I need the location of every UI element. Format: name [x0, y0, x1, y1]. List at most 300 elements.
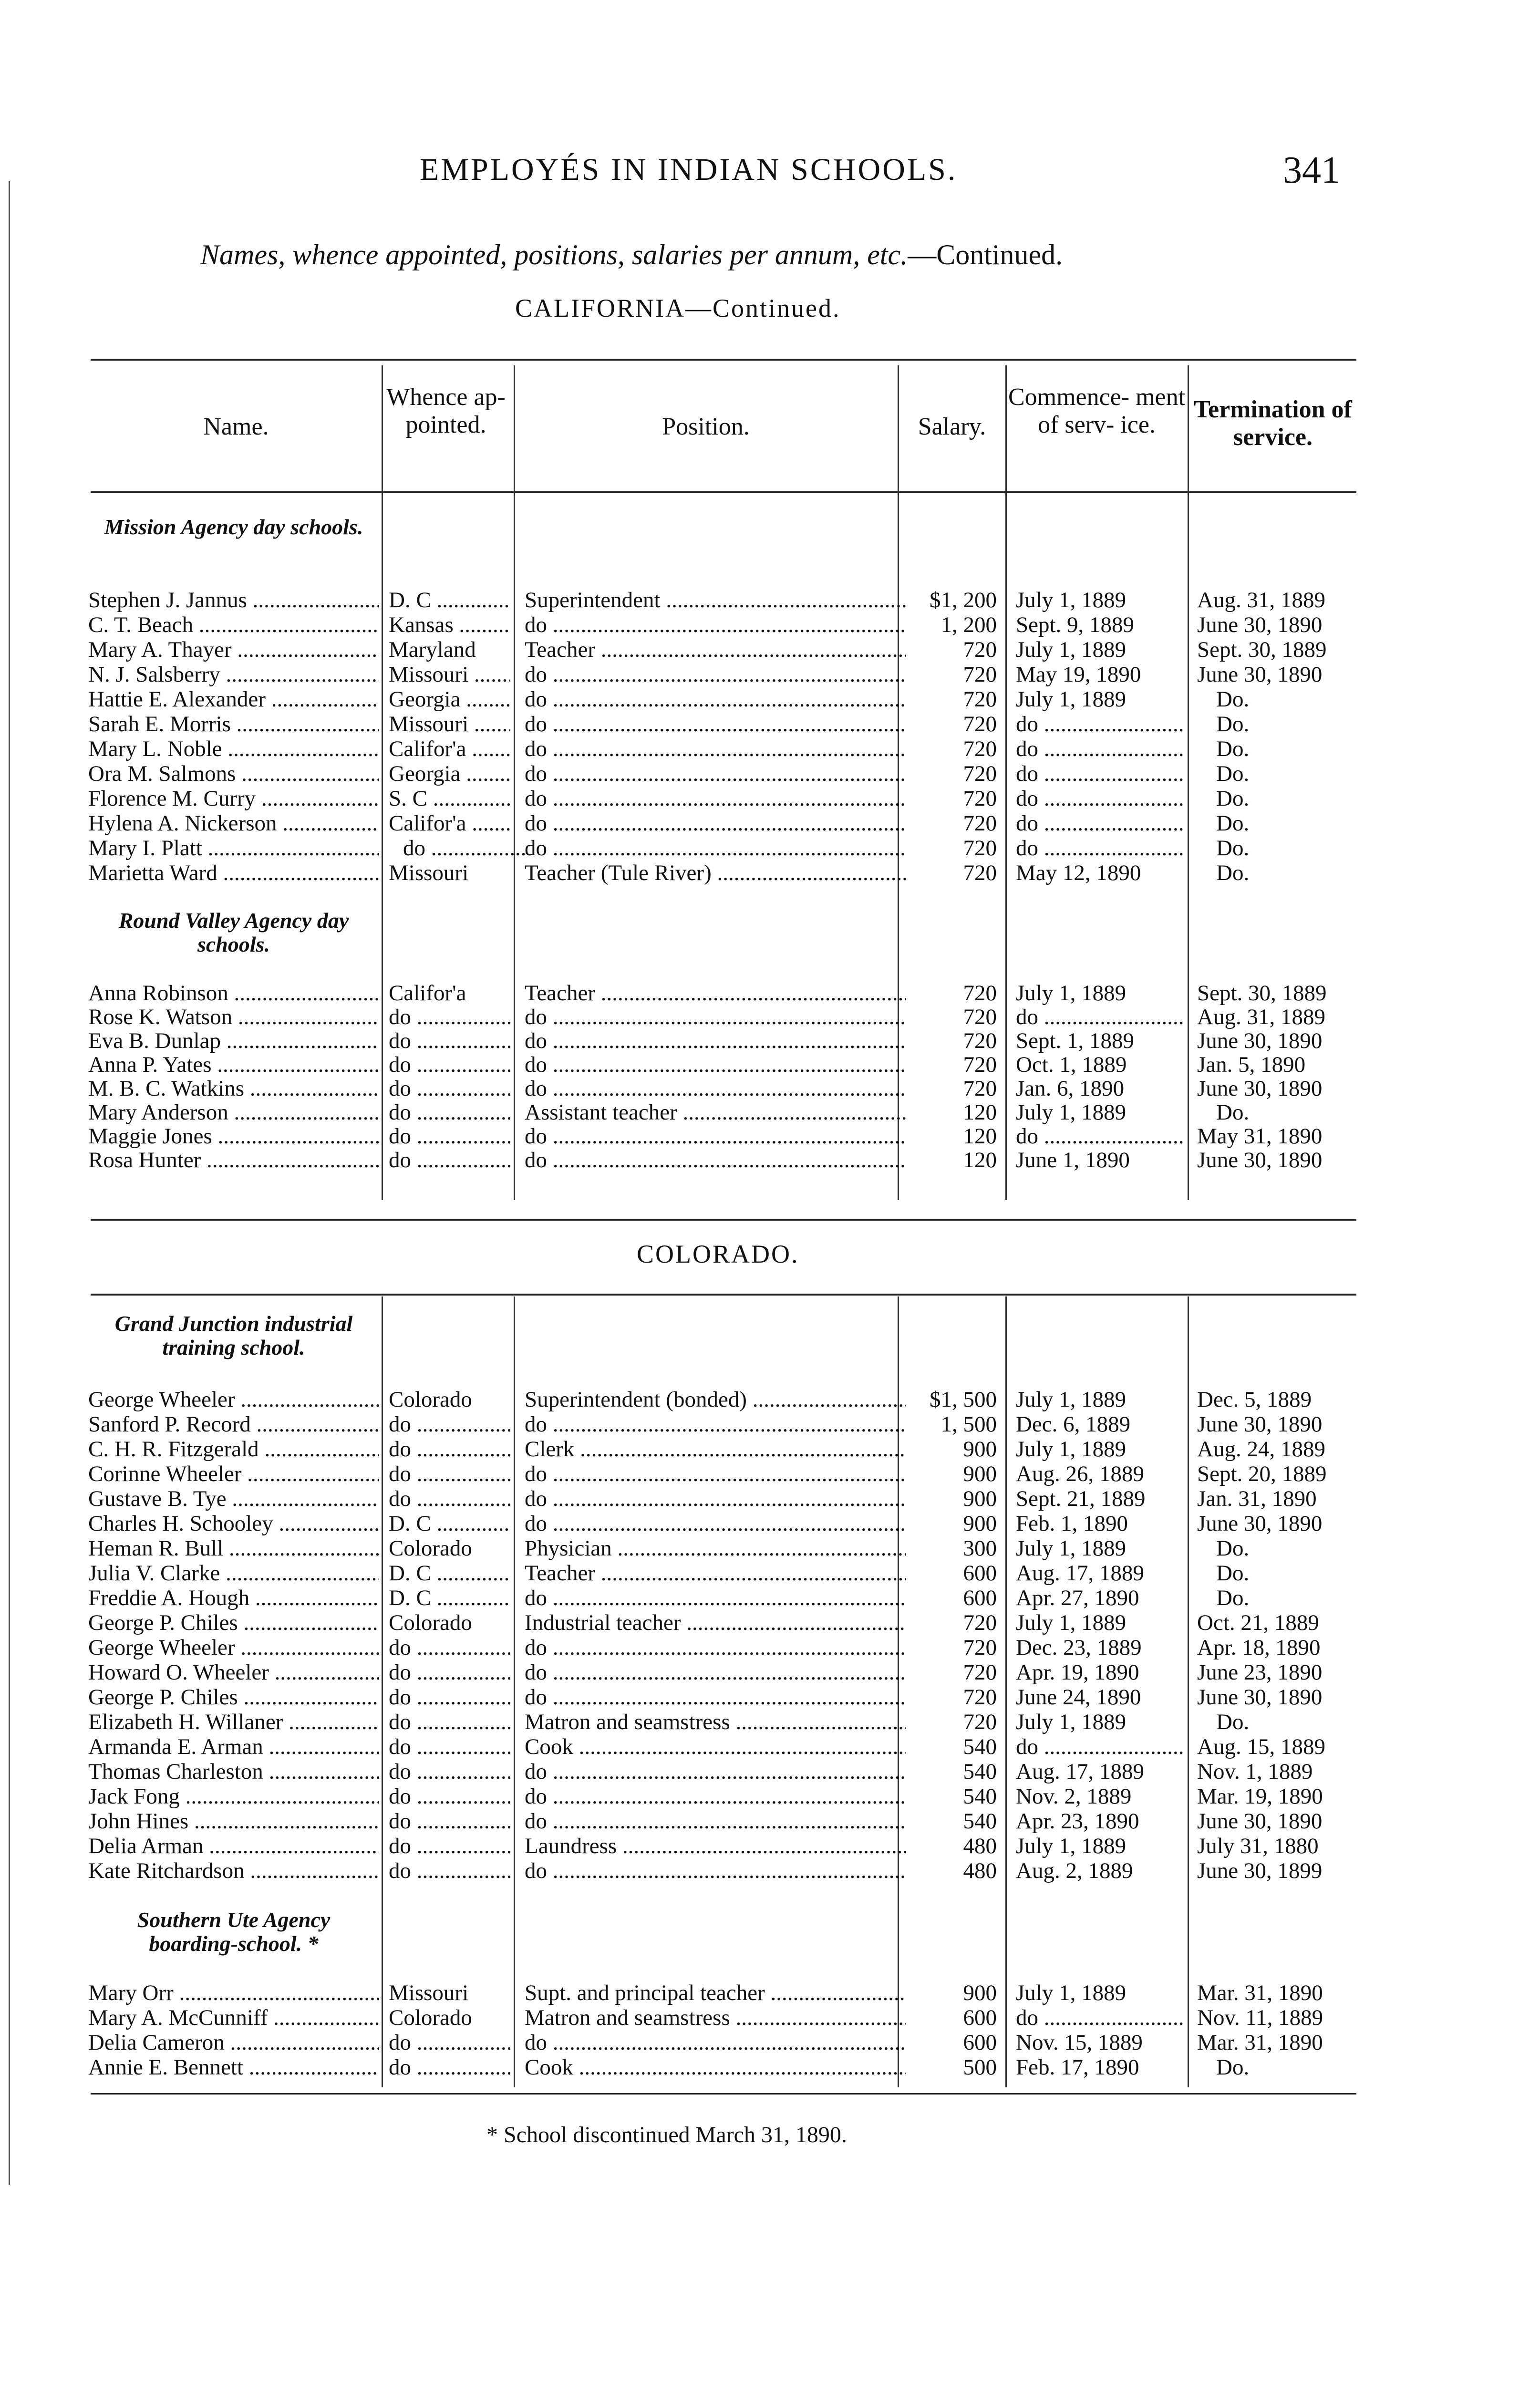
- cell-commencement: do .....: [1016, 786, 1183, 811]
- cell-position: do .....: [525, 1685, 906, 1710]
- cell-commencement: Dec. 23, 1889: [1016, 1635, 1142, 1660]
- table-row: [0, 1387, 1540, 1412]
- cell-termination: Do.: [1216, 861, 1250, 885]
- cell-position: do .....: [525, 736, 906, 761]
- column-header-position: Position.: [662, 413, 750, 440]
- cell-commencement: July 1, 1889: [1016, 687, 1127, 712]
- cell-whence-appointed: D. C .....: [389, 1561, 510, 1586]
- cell-termination: Jan. 5, 1890: [1197, 1052, 1306, 1077]
- cell-termination: Nov. 1, 1889: [1197, 1759, 1313, 1784]
- cell-commencement: do .....: [1016, 736, 1183, 761]
- cell-whence-appointed: do .....: [389, 1710, 510, 1734]
- cell-salary: 120: [963, 1124, 997, 1149]
- cell-name: Mary A. Thayer .....: [88, 637, 379, 662]
- cell-salary: 720: [963, 1635, 997, 1660]
- cell-salary: 900: [963, 1511, 997, 1536]
- cell-salary: 720: [963, 712, 997, 736]
- cell-whence-appointed: Califor'a: [389, 981, 466, 1006]
- cell-whence-appointed: do .....: [389, 1076, 510, 1101]
- cell-termination: June 30, 1890: [1197, 1412, 1323, 1437]
- cell-commencement: July 1, 1889: [1016, 1981, 1127, 2005]
- table-row: [0, 1834, 1540, 1858]
- cell-termination: Sept. 20, 1889: [1197, 1462, 1327, 1486]
- cell-position: do .....: [525, 1028, 906, 1053]
- cell-position: do .....: [525, 687, 906, 712]
- table-row: [0, 612, 1540, 637]
- cell-whence-appointed: Califor'a .....: [389, 811, 510, 836]
- cell-termination: Jan. 31, 1890: [1197, 1486, 1317, 1511]
- cell-name: Armanda E. Arman .....: [88, 1734, 379, 1759]
- cell-commencement: Aug. 26, 1889: [1016, 1462, 1144, 1486]
- cell-salary: 900: [963, 1486, 997, 1511]
- cell-commencement: Nov. 2, 1889: [1016, 1784, 1132, 1809]
- cell-termination: Sept. 30, 1889: [1197, 637, 1327, 662]
- cell-name: Mary A. McCunniff .....: [88, 2005, 379, 2030]
- cell-whence-appointed: do .....: [389, 1834, 510, 1858]
- table-row: [0, 1784, 1540, 1809]
- cell-position: do .....: [525, 1660, 906, 1685]
- cell-position: do .....: [525, 2030, 906, 2055]
- column-header-salary: Salary.: [918, 413, 986, 440]
- cell-whence-appointed: do .....: [389, 1809, 510, 1834]
- table-row: [0, 2030, 1540, 2055]
- cell-name: Mary L. Noble .....: [88, 736, 379, 761]
- table-row: [0, 1660, 1540, 1685]
- cell-termination: June 30, 1890: [1197, 1511, 1323, 1536]
- cell-whence-appointed: do .....: [389, 2055, 510, 2080]
- cell-position: do .....: [525, 1148, 906, 1172]
- cell-commencement: July 1, 1889: [1016, 588, 1127, 612]
- cell-position: Clerk .....: [525, 1437, 906, 1462]
- cell-commencement: July 1, 1889: [1016, 1387, 1127, 1412]
- cell-whence-appointed: Kansas .....: [389, 612, 510, 637]
- table-bottom-rule: [91, 2093, 1356, 2095]
- cell-termination: June 23, 1890: [1197, 1660, 1323, 1685]
- cell-salary: 540: [963, 1809, 997, 1834]
- cell-position: Supt. and principal teacher .....: [525, 1981, 906, 2005]
- cell-name: Ora M. Salmons .....: [88, 761, 379, 786]
- table-row: [0, 981, 1540, 1006]
- cell-commencement: May 19, 1890: [1016, 662, 1141, 687]
- cell-termination: May 31, 1890: [1197, 1124, 1323, 1149]
- cell-whence-appointed: do .....: [389, 1437, 510, 1462]
- table-row: [0, 1412, 1540, 1437]
- cell-salary: 720: [963, 1710, 997, 1734]
- table-row: [0, 1685, 1540, 1710]
- cell-name: George P. Chiles .....: [88, 1685, 379, 1710]
- cell-termination: Do.: [1216, 836, 1250, 861]
- cell-termination: Do.: [1216, 1561, 1250, 1586]
- cell-salary: 540: [963, 1734, 997, 1759]
- cell-salary: 600: [963, 2005, 997, 2030]
- cell-commencement: Apr. 19, 1890: [1016, 1660, 1139, 1685]
- cell-commencement: Jan. 6, 1890: [1016, 1076, 1125, 1101]
- table-row: [0, 1561, 1540, 1586]
- cell-commencement: July 1, 1889: [1016, 1834, 1127, 1858]
- cell-position: do .....: [525, 1511, 906, 1536]
- cell-whence-appointed: Missouri .....: [389, 712, 510, 736]
- cell-position: do .....: [525, 761, 906, 786]
- cell-salary: 600: [963, 1586, 997, 1610]
- cell-whence-appointed: do .....: [389, 1635, 510, 1660]
- cell-termination: June 30, 1890: [1197, 1076, 1323, 1101]
- cell-salary: 720: [963, 1005, 997, 1029]
- cell-commencement: do .....: [1016, 836, 1183, 861]
- cell-salary: 720: [963, 1610, 997, 1635]
- cell-position: do .....: [525, 1412, 906, 1437]
- cell-salary: 600: [963, 1561, 997, 1586]
- cell-name: C. H. R. Fitzgerald .....: [88, 1437, 379, 1462]
- table-row: [0, 761, 1540, 786]
- table-row: [0, 2005, 1540, 2030]
- cell-name: Delia Cameron .....: [88, 2030, 379, 2055]
- cell-position: do .....: [525, 1635, 906, 1660]
- cell-whence-appointed: Califor'a .....: [389, 736, 510, 761]
- table-row: [0, 1076, 1540, 1101]
- cell-position: Cook .....: [525, 2055, 906, 2080]
- cell-position: do .....: [525, 811, 906, 836]
- table-row: [0, 1586, 1540, 1610]
- cell-name: John Hines .....: [88, 1809, 379, 1834]
- table-row: [0, 637, 1540, 662]
- cell-commencement: Dec. 6, 1889: [1016, 1412, 1131, 1437]
- cell-salary: 1, 500: [941, 1412, 997, 1437]
- cell-termination: Dec. 5, 1889: [1197, 1387, 1312, 1412]
- table-row: [0, 1148, 1540, 1172]
- cell-commencement: July 1, 1889: [1016, 1710, 1127, 1734]
- cell-salary: 480: [963, 1858, 997, 1883]
- column-header-commencement: Commence- ment of serv- ice.: [1008, 384, 1186, 438]
- cell-position: do .....: [525, 786, 906, 811]
- table-row: [0, 2055, 1540, 2080]
- cell-salary: 480: [963, 1834, 997, 1858]
- cell-whence-appointed: do .....: [389, 1028, 510, 1053]
- cell-commencement: July 1, 1889: [1016, 1610, 1127, 1635]
- cell-termination: Mar. 19, 1890: [1197, 1784, 1323, 1809]
- cell-name: Julia V. Clarke .....: [88, 1561, 379, 1586]
- cell-salary: 900: [963, 1437, 997, 1462]
- cell-name: Rose K. Watson .....: [88, 1005, 379, 1029]
- cell-name: Elizabeth H. Willaner .....: [88, 1710, 379, 1734]
- cell-name: M. B. C. Watkins .....: [88, 1076, 379, 1101]
- table-row: [0, 861, 1540, 885]
- cell-position: Laundress .....: [525, 1834, 906, 1858]
- cell-termination: Sept. 30, 1889: [1197, 981, 1327, 1006]
- table-row: [0, 1710, 1540, 1734]
- cell-name: Freddie A. Hough .....: [88, 1586, 379, 1610]
- table-row: [0, 1759, 1540, 1784]
- cell-name: Mary Anderson .....: [88, 1100, 379, 1125]
- cell-name: Hylena A. Nickerson .....: [88, 811, 379, 836]
- table-row: [0, 1100, 1540, 1125]
- table-subtitle: [200, 238, 1393, 271]
- cell-whence-appointed: Colorado: [389, 1536, 472, 1561]
- cell-termination: Oct. 21, 1889: [1197, 1610, 1319, 1635]
- cell-salary: 300: [963, 1536, 997, 1561]
- cell-whence-appointed: do .....: [389, 1412, 510, 1437]
- cell-salary: $1, 500: [930, 1387, 997, 1412]
- cell-name: Kate Ritchardson .....: [88, 1858, 379, 1883]
- page-title: EMPLOYÉS IN INDIAN SCHOOLS.: [420, 152, 958, 187]
- cell-name: Rosa Hunter .....: [88, 1148, 379, 1172]
- cell-position: Physician .....: [525, 1536, 906, 1561]
- cell-name: Thomas Charleston .....: [88, 1759, 379, 1784]
- cell-commencement: Nov. 15, 1889: [1016, 2030, 1143, 2055]
- cell-commencement: Sept. 21, 1889: [1016, 1486, 1146, 1511]
- cell-termination: July 31, 1880: [1197, 1834, 1319, 1858]
- cell-whence-appointed: do .....: [389, 1100, 510, 1125]
- table-row: [0, 1028, 1540, 1053]
- cell-name: Anna Robinson .....: [88, 981, 379, 1006]
- cell-termination: June 30, 1890: [1197, 662, 1323, 687]
- cell-position: do .....: [525, 1858, 906, 1883]
- cell-whence-appointed: Colorado: [389, 1610, 472, 1635]
- cell-termination: Do.: [1216, 761, 1250, 786]
- cell-whence-appointed: Colorado: [389, 1387, 472, 1412]
- cell-termination: Aug. 31, 1889: [1197, 588, 1325, 612]
- cell-termination: Do.: [1216, 1100, 1250, 1125]
- cell-name: Delia Arman .....: [88, 1834, 379, 1858]
- cell-position: Matron and seamstress .....: [525, 2005, 906, 2030]
- cell-termination: June 30, 1890: [1197, 1028, 1323, 1053]
- cell-position: do .....: [525, 1005, 906, 1029]
- cell-termination: June 30, 1890: [1197, 1809, 1323, 1834]
- cell-commencement: May 12, 1890: [1016, 861, 1141, 885]
- cell-name: Gustave B. Tye .....: [88, 1486, 379, 1511]
- cell-position: Industrial teacher .....: [525, 1610, 906, 1635]
- cell-commencement: Apr. 27, 1890: [1016, 1586, 1139, 1610]
- cell-position: do .....: [525, 836, 906, 861]
- cell-name: Annie E. Bennett .....: [88, 2055, 379, 2080]
- cell-position: Assistant teacher .....: [525, 1100, 906, 1125]
- cell-commencement: July 1, 1889: [1016, 1536, 1127, 1561]
- cell-salary: 720: [963, 1052, 997, 1077]
- cell-name: Sarah E. Morris .....: [88, 712, 379, 736]
- cell-commencement: Sept. 9, 1889: [1016, 612, 1135, 637]
- cell-name: Sanford P. Record .....: [88, 1412, 379, 1437]
- cell-position: do .....: [525, 612, 906, 637]
- cell-name: Charles H. Schooley .....: [88, 1511, 379, 1536]
- cell-whence-appointed: do .....: [389, 1784, 510, 1809]
- column-header-termination: Termination of service.: [1194, 396, 1352, 451]
- cell-salary: 720: [963, 687, 997, 712]
- cell-name: George Wheeler .....: [88, 1635, 379, 1660]
- cell-termination: Do.: [1216, 811, 1250, 836]
- cell-whence-appointed: D. C .....: [389, 1586, 510, 1610]
- state-heading-colorado: COLORADO.: [637, 1240, 799, 1268]
- subtitle-italic: Names, whence appointed, positions, salaries per annum, etc.: [200, 239, 908, 270]
- cell-commencement: July 1, 1889: [1016, 637, 1127, 662]
- cell-termination: Aug. 31, 1889: [1197, 1005, 1325, 1029]
- table-row: [0, 1124, 1540, 1149]
- cell-name: Stephen J. Jannus .....: [88, 588, 379, 612]
- table-row: [0, 1858, 1540, 1883]
- cell-salary: 1, 200: [941, 612, 997, 637]
- cell-termination: June 30, 1890: [1197, 1148, 1323, 1172]
- cell-termination: Do.: [1216, 687, 1250, 712]
- cell-salary: 720: [963, 1028, 997, 1053]
- cell-salary: 600: [963, 2030, 997, 2055]
- cell-position: do .....: [525, 1486, 906, 1511]
- table-row: [0, 1981, 1540, 2005]
- table-row: [0, 1052, 1540, 1077]
- cell-whence-appointed: D. C .....: [389, 1511, 510, 1536]
- table-row: [0, 1462, 1540, 1486]
- cell-termination: Aug. 24, 1889: [1197, 1437, 1325, 1462]
- cell-salary: 540: [963, 1784, 997, 1809]
- cell-position: Matron and seamstress .....: [525, 1710, 906, 1734]
- cell-position: do .....: [525, 1462, 906, 1486]
- cell-salary: 720: [963, 1076, 997, 1101]
- state-heading-california: CALIFORNIA—Continued.: [515, 294, 841, 322]
- cell-whence-appointed: do .....: [389, 1486, 510, 1511]
- table-row: [0, 1536, 1540, 1561]
- cell-name: Florence M. Curry .....: [88, 786, 379, 811]
- cell-name: George Wheeler .....: [88, 1387, 379, 1412]
- table-row: [0, 1809, 1540, 1834]
- cell-commencement: do .....: [1016, 2005, 1183, 2030]
- group-heading-round-valley: Round Valley Agency day schools.: [118, 908, 349, 956]
- cell-commencement: do .....: [1016, 1005, 1183, 1029]
- cell-salary: 720: [963, 761, 997, 786]
- cell-whence-appointed: do .....: [389, 1124, 510, 1149]
- cell-whence-appointed: do .....: [389, 2030, 510, 2055]
- cell-termination: Apr. 18, 1890: [1197, 1635, 1321, 1660]
- cell-commencement: do .....: [1016, 1734, 1183, 1759]
- cell-whence-appointed: do .....: [389, 1148, 510, 1172]
- cell-name: Maggie Jones .....: [88, 1124, 379, 1149]
- cell-position: Cook .....: [525, 1734, 906, 1759]
- table-row: [0, 588, 1540, 612]
- cell-name: Marietta Ward .....: [88, 861, 379, 885]
- cell-termination: Do.: [1216, 1536, 1250, 1561]
- cell-commencement: Feb. 1, 1890: [1016, 1511, 1128, 1536]
- cell-salary: 900: [963, 1981, 997, 2005]
- cell-position: do .....: [525, 1784, 906, 1809]
- footnote: * School discontinued March 31, 1890.: [486, 2122, 847, 2147]
- cell-name: Mary I. Platt .....: [88, 836, 379, 861]
- cell-whence-appointed: do .....: [389, 1005, 510, 1029]
- cell-termination: June 30, 1899: [1197, 1858, 1323, 1883]
- cell-position: do .....: [525, 1759, 906, 1784]
- cell-termination: Mar. 31, 1890: [1197, 1981, 1323, 2005]
- cell-salary: 720: [963, 1685, 997, 1710]
- cell-salary: 120: [963, 1148, 997, 1172]
- cell-position: do .....: [525, 1586, 906, 1610]
- cell-salary: 120: [963, 1100, 997, 1125]
- cell-name: Howard O. Wheeler .....: [88, 1660, 379, 1685]
- cell-commencement: do .....: [1016, 811, 1183, 836]
- cell-salary: 720: [963, 1660, 997, 1685]
- cell-commencement: Feb. 17, 1890: [1016, 2055, 1139, 2080]
- cell-commencement: Aug. 2, 1889: [1016, 1858, 1133, 1883]
- cell-whence-appointed: do .....: [389, 1462, 510, 1486]
- cell-termination: Do.: [1216, 786, 1250, 811]
- cell-name: N. J. Salsberry .....: [88, 662, 379, 687]
- cell-salary: 720: [963, 836, 997, 861]
- cell-name: Eva B. Dunlap .....: [88, 1028, 379, 1053]
- cell-commencement: Sept. 1, 1889: [1016, 1028, 1135, 1053]
- cell-commencement: July 1, 1889: [1016, 981, 1127, 1006]
- group-heading-mission: Mission Agency day schools.: [104, 515, 363, 539]
- table-row: [0, 811, 1540, 836]
- cell-salary: 900: [963, 1462, 997, 1486]
- cell-position: Teacher (Tule River) .....: [525, 861, 906, 885]
- table-top-rule: [91, 359, 1356, 361]
- cell-termination: Aug. 15, 1889: [1197, 1734, 1325, 1759]
- cell-commencement: June 24, 1890: [1016, 1685, 1141, 1710]
- cell-position: do .....: [525, 1076, 906, 1101]
- cell-commencement: Aug. 17, 1889: [1016, 1561, 1144, 1586]
- table-row: [0, 687, 1540, 712]
- cell-name: Corinne Wheeler .....: [88, 1462, 379, 1486]
- group-heading-grand-junction: Grand Junction industrial training school.: [114, 1311, 353, 1359]
- cell-salary: 500: [963, 2055, 997, 2080]
- table-row: [0, 836, 1540, 861]
- page-number: 341: [1283, 149, 1340, 191]
- cell-salary: 720: [963, 786, 997, 811]
- cell-position: do .....: [525, 1124, 906, 1149]
- table-top-rule: [91, 1294, 1356, 1296]
- cell-whence-appointed: Georgia .....: [389, 687, 510, 712]
- cell-salary: 720: [963, 637, 997, 662]
- cell-position: do .....: [525, 662, 906, 687]
- cell-whence-appointed: Maryland: [389, 637, 476, 662]
- cell-whence-appointed: S. C .....: [389, 786, 510, 811]
- cell-commencement: do .....: [1016, 1124, 1183, 1149]
- cell-whence-appointed: Georgia .....: [389, 761, 510, 786]
- cell-whence-appointed: do .....: [389, 1685, 510, 1710]
- table-row: [0, 1005, 1540, 1029]
- cell-salary: 540: [963, 1759, 997, 1784]
- cell-salary: 720: [963, 662, 997, 687]
- cell-name: Jack Fong .....: [88, 1784, 379, 1809]
- cell-termination: June 30, 1890: [1197, 1685, 1323, 1710]
- cell-position: Teacher .....: [525, 981, 906, 1006]
- cell-termination: Do.: [1216, 736, 1250, 761]
- group-heading-southern-ute: Southern Ute Agency boarding-school. *: [137, 1908, 331, 1956]
- cell-whence-appointed: do .....: [389, 836, 525, 861]
- subtitle-continued: —Continued.: [908, 239, 1063, 270]
- cell-salary: 720: [963, 861, 997, 885]
- table-row: [0, 1734, 1540, 1759]
- cell-name: Heman R. Bull .....: [88, 1536, 379, 1561]
- cell-name: Mary Orr .....: [88, 1981, 379, 2005]
- cell-termination: Do.: [1216, 712, 1250, 736]
- table-row: [0, 1486, 1540, 1511]
- cell-termination: Nov. 11, 1889: [1197, 2005, 1323, 2030]
- cell-position: Teacher .....: [525, 1561, 906, 1586]
- column-header-whence: Whence ap- pointed.: [386, 384, 506, 438]
- cell-whence-appointed: do .....: [389, 1759, 510, 1784]
- cell-whence-appointed: D. C .....: [389, 588, 510, 612]
- table-bottom-rule: [91, 1219, 1356, 1221]
- cell-commencement: do .....: [1016, 712, 1183, 736]
- cell-commencement: July 1, 1889: [1016, 1100, 1127, 1125]
- cell-position: do .....: [525, 1809, 906, 1834]
- table-row: [0, 786, 1540, 811]
- cell-commencement: Oct. 1, 1889: [1016, 1052, 1127, 1077]
- cell-salary: 720: [963, 981, 997, 1006]
- column-header-name: Name.: [203, 413, 269, 440]
- cell-position: Superintendent (bonded) .....: [525, 1387, 906, 1412]
- cell-commencement: July 1, 1889: [1016, 1437, 1127, 1462]
- cell-salary: $1, 200: [930, 588, 997, 612]
- cell-whence-appointed: Missouri: [389, 861, 469, 885]
- cell-commencement: Apr. 23, 1890: [1016, 1809, 1139, 1834]
- cell-whence-appointed: do .....: [389, 1052, 510, 1077]
- table-row: [0, 1511, 1540, 1536]
